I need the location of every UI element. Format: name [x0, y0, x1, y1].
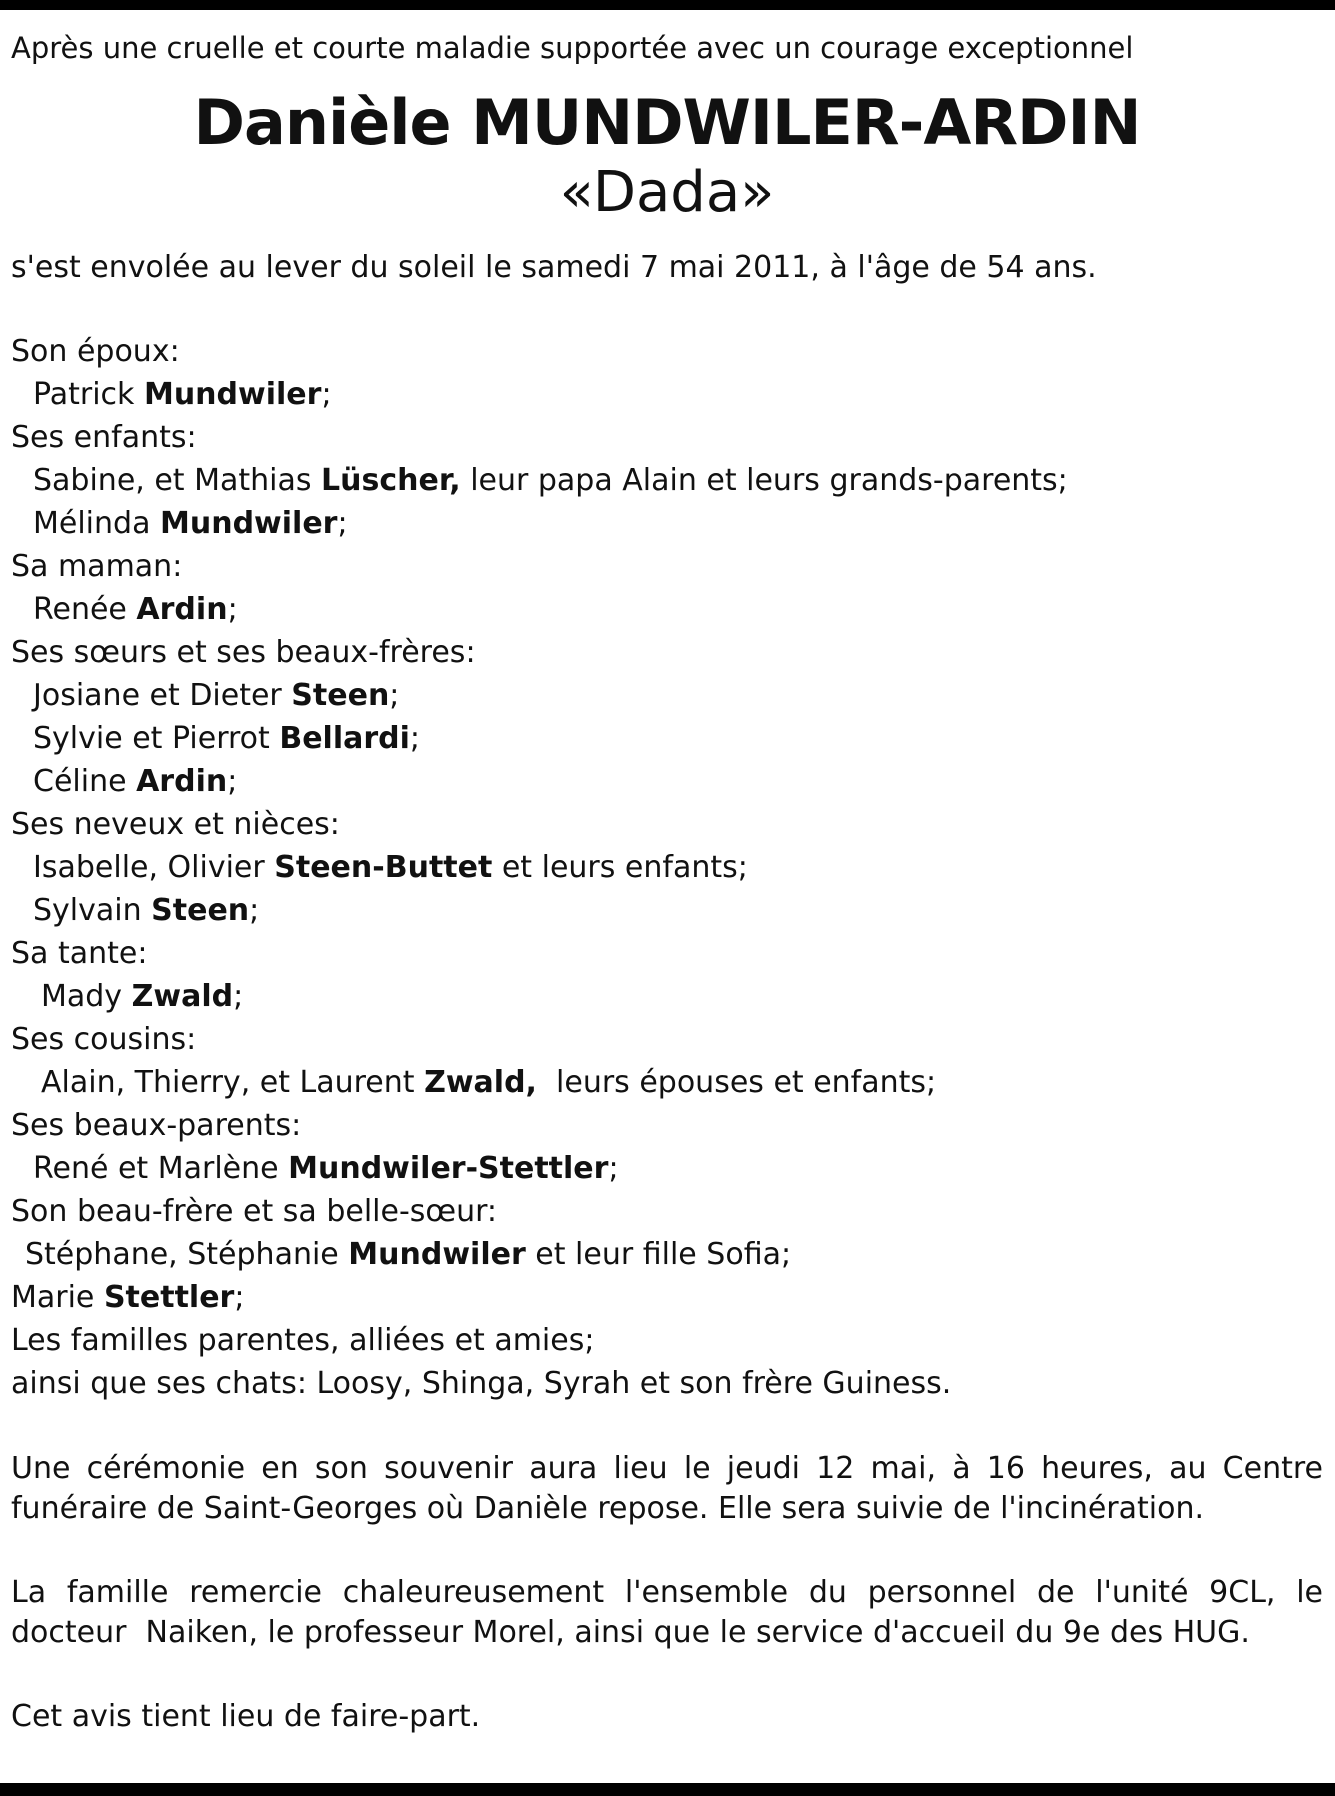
notice-line: Cet avis tient lieu de faire-part. [11, 1699, 481, 1734]
cats-line: ainsi que ses chats: Loosy, Shinga, Syrah et son frère Guiness. [11, 1366, 952, 1401]
top-border-rule [0, 0, 1335, 10]
ceremony-paragraph [11, 1449, 1323, 1529]
family-list [11, 330, 1323, 1405]
family-member-cousins: Alain, Thierry, et Laurent Zwald, leurs épouses et enfants; [41, 1065, 937, 1100]
obituary-notice [11, 28, 1323, 1737]
family-member-nephew: Sylvain Steen; [33, 893, 260, 928]
inlaws-heading: Ses beaux-parents: [11, 1108, 302, 1143]
ceremony-line: Une cérémonie en son souvenir aura lieu le jeudi 12 mai, à 16 heures, au Centre [11, 1451, 1323, 1486]
children-heading: Ses enfants: [11, 420, 197, 455]
ceremony-line: funéraire de Saint-Georges où Danièle repose. Elle sera suivie de l'incinération. [11, 1491, 1205, 1526]
intro-text: Après une cruelle et courte maladie supportée avec un courage exceptionnel [11, 31, 1134, 65]
spouse-heading: Son époux: [11, 334, 180, 369]
thanks-line: La famille remercie chaleureusement l'ensemble du personnel de l'unité 9CL, le [11, 1575, 1323, 1610]
family-member-sister: Josiane et Dieter Steen; [33, 678, 400, 713]
bottom-border-rule [0, 1783, 1335, 1796]
family-member-inlaws: René et Marlène Mundwiler-Stettler; [33, 1151, 619, 1186]
family-member-aunt: Mady Zwald; [41, 979, 244, 1014]
thanks-line: docteur Naiken, le professeur Morel, ainsi que le service d'accueil du 9e des HUG. [11, 1615, 1250, 1650]
family-member-sister: Sylvie et Pierrot Bellardi; [33, 721, 421, 756]
family-member-child: Sabine, et Mathias Lüscher, leur papa Alain et leurs grands-parents; [33, 463, 1068, 498]
sisters-heading: Ses sœurs et ses beaux-frères: [11, 635, 476, 670]
cousins-heading: Ses cousins: [11, 1022, 197, 1057]
family-member-marie: Marie Stettler; [11, 1280, 245, 1315]
family-member-child: Mélinda Mundwiler; [33, 506, 348, 541]
brother-inlaw-heading: Son beau-frère et sa belle-sœur: [11, 1194, 498, 1229]
family-member-nephew: Isabelle, Olivier Steen-Buttet et leurs enfants; [33, 850, 748, 885]
nephews-heading: Ses neveux et nièces: [11, 807, 340, 842]
family-member-brother-inlaw: Stéphane, Stéphanie Mundwiler et leur fille Sofia; [25, 1237, 792, 1272]
family-member-spouse: Patrick Mundwiler; [33, 377, 332, 412]
family-member-sister: Céline Ardin; [33, 764, 238, 799]
family-member-mother: Renée Ardin; [33, 592, 238, 627]
deceased-nickname: «Dada» [559, 160, 775, 225]
thanks-paragraph [11, 1573, 1323, 1653]
deceased-name: Danièle MUNDWILER-ARDIN [193, 86, 1141, 159]
death-announcement: s'est envolée au lever du soleil le samedi 7 mai 2011, à l'âge de 54 ans. [11, 250, 1097, 285]
mother-heading: Sa maman: [11, 549, 183, 584]
families-line: Les familles parentes, alliées et amies; [11, 1323, 595, 1358]
aunt-heading: Sa tante: [11, 936, 148, 971]
